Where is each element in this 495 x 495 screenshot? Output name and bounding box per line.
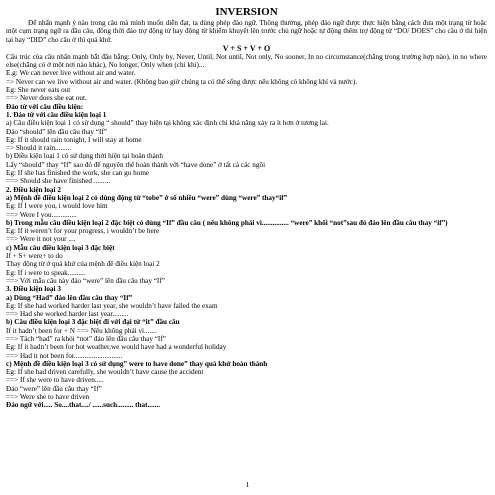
text-line: If + S+ were+ to do: [6, 252, 63, 261]
text-line: ==> Với mẫu câu này đảo “were” lên đầu câu thay “If”: [6, 276, 165, 285]
text-line: b) Điều kiện loại 1 có sử dụng thời hiện tại hoàn thành: [6, 152, 164, 161]
text-line: ==> Never does she eat out.: [6, 94, 87, 103]
section-heading: 1. Đảo từ với câu điều kiện loại 1: [6, 110, 107, 119]
text-line: Eg: If I were you, i would love him: [6, 202, 108, 211]
section-heading: a) Dùng “Had” đảo lên đầu câu thay “If”: [6, 293, 133, 302]
text-line: Thay động từ ở quá khứ của mệnh đề điều kiện loại 2: [6, 260, 160, 269]
text-line: => Should it rain.........: [6, 144, 72, 153]
text-line: Eg: If it hadn’t been for hot weather,we would have had a wonderful holiday: [6, 343, 227, 352]
section-heading: b) Trong mẫu câu điều kiện loại 2 đặc biệt có dùng “If” đầu câu ( nếu không phải vì............... “were” khối “not”sau đó đảo lên đầu câu thay “if”): [6, 218, 448, 227]
section-heading: c) Mệnh đề điều kiện loại 3 có sử dụng” were to have done” thay quá khứ hoàn thành: [6, 359, 268, 368]
document-title: INVERSION: [215, 6, 278, 18]
text-line: Eg: If she has finished the work, she can go home: [6, 169, 150, 178]
section-heading: 2. Điều kiện loại 2: [6, 185, 61, 194]
text-line: ==> Were it not your ....: [6, 235, 76, 244]
text-line: Đảo “should” lên đầu câu thay “If”: [6, 127, 107, 136]
document-body: [6, 69, 487, 409]
section-heading: a) Mệnh đề điều kiện loại 2 có dùng động từ “tobe” ở số nhiều “were” dùng “were” thay“if”: [6, 193, 288, 202]
text-line: ==> Should she have finished .........: [6, 177, 110, 186]
intro-paragraph: Để nhấn mạnh ý nào trong câu mà mình muốn diễn đạt, ta dùng phép đảo ngữ. Thông thường, phép đảo ngữ được thực hiện bằng cách đưa một trạng từ hoặc một cụm trạng ngữ ra đầu câu, đồng thời đảo trợ động từ hay động từ khiếm khuyết lên trước chủ ngữ hoặc tự động thêm trợ động từ “DO/ DOES” cho câu ở thì hiện tại hay “DID” cho câu ở thì quá khứ.: [6, 19, 487, 44]
text-line: If it hadn’t been for + N ==> Nếu không phải vì.......: [6, 326, 157, 335]
text-line: Eg: She never eats out: [6, 86, 71, 95]
text-line: Eg: If it weren’t for your progress, i wouldn’t be here: [6, 227, 160, 236]
text-line: ==> Had it not been for...........................: [6, 351, 123, 360]
text-line: a) Câu điều kiện loại 1 có sử dụng “ should” thay hiện tại không xác định chỉ khả năng xảy ra ít hơn ở tương lai.: [6, 119, 329, 128]
text-line: => Never can we live without air and water. (Không bao giờ chúng ta có thể sống được nếu không có không khí và nước).: [6, 77, 358, 86]
inversion-formula: V + S + V + O: [222, 43, 271, 53]
text-line: Lấy “should” thay “If” sao đó để nguyên thể hoàn thành với “have done” ở tất cả các ngôi: [6, 160, 266, 169]
structure-paragraph: Cấu trúc của câu nhấn mạnh bắt đầu bằng: Only, Only by, Never, Until, Not until, Not only, No sooner, In no circumstance(chẳng trong trường hợp nào), in no where else(chẳng có ở một nơi nào khác), No longer, Only when (chỉ khi)...: [6, 52, 487, 70]
section-heading: b) Câu điều kiện loại 3 đặc biệt đi với đại từ “it” đầu câu: [6, 318, 180, 327]
section-heading: Đảo ngữ với..... So....that..../ ......such......... that.......: [6, 401, 161, 410]
text-line: Eg: If it should rain tonight, I will stay at home: [6, 135, 142, 144]
text-line: Đảo “were” lên đầu câu thay “If”: [6, 384, 102, 393]
text-line: Eg: If she had worked harder last year, she wouldn’t have failed the exam: [6, 301, 218, 310]
text-line: ==> Were I you..............: [6, 210, 77, 219]
text-line: ==> Had she worked harder last year.........: [6, 310, 129, 319]
page-number: 1: [245, 480, 250, 489]
text-line: ==> Were she to have driven: [6, 393, 90, 402]
text-line: Eg: If i were to speak..........: [6, 268, 86, 277]
text-line: ==> Tách “had” ra khỏi “not” đảo lên đầu câu thay “If”: [6, 334, 166, 343]
section-heading: Đảo từ với câu điều kiện:: [6, 102, 84, 111]
text-line: E.g: We can never live without air and water.: [6, 69, 136, 78]
section-heading: 3. Điều kiện loại 3: [6, 285, 61, 294]
text-line: ==> If she were to have driven.....: [6, 376, 104, 385]
section-heading: c) Mẫu câu điều kiện loại 3 đặc biệt: [6, 243, 115, 252]
text-line: Eg: If she had driven carefully, she wouldn’t have cause the accident: [6, 368, 204, 377]
